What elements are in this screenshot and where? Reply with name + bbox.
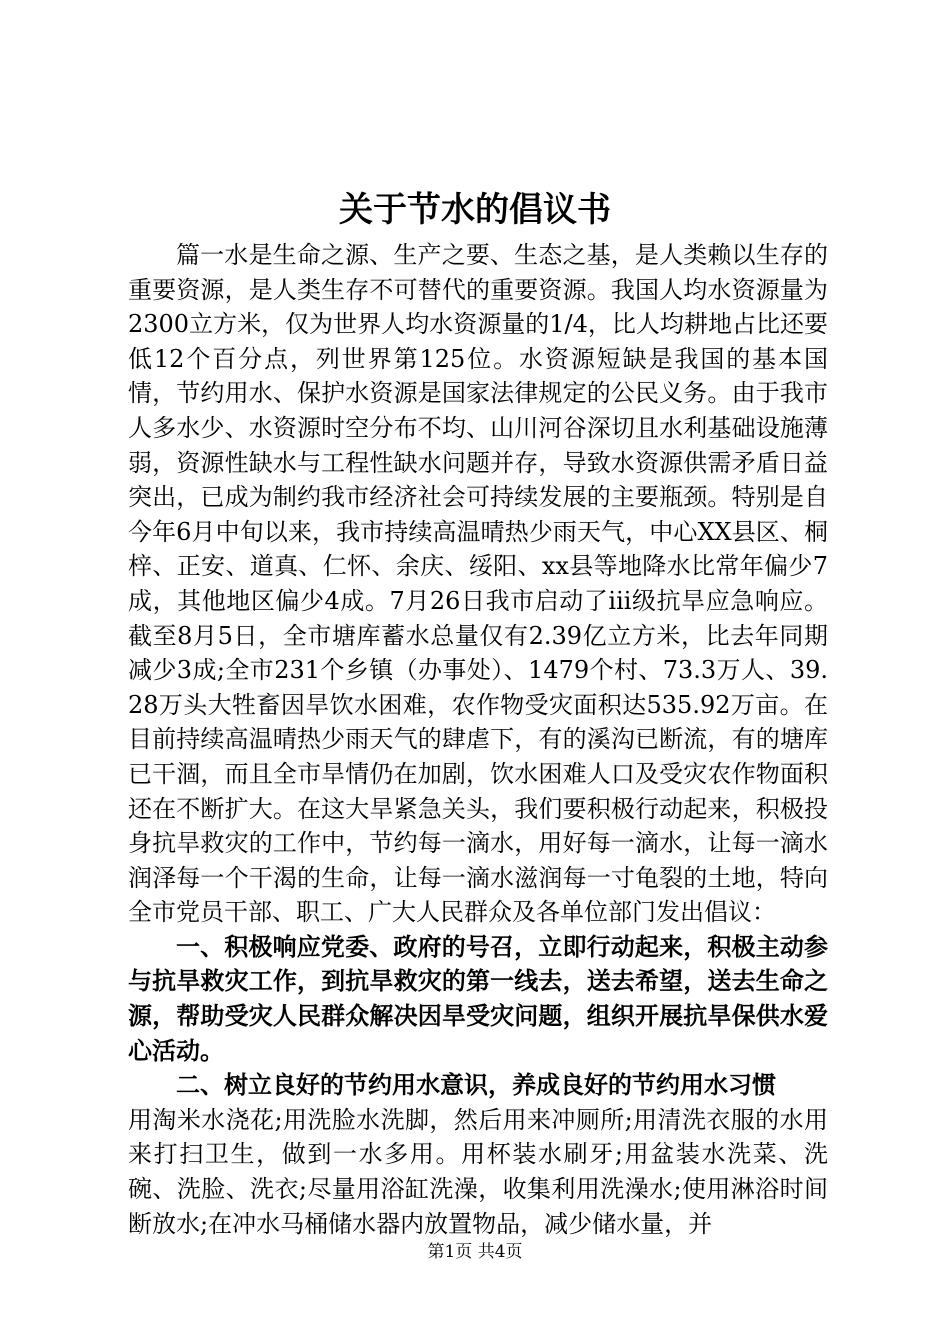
paragraph-intro: 篇一水是生命之源、生产之要、生态之基，是人类赖以生存的重要资源，是人类生存不可替代的重要资源。我国人均水资源量为2300立方米，仅为世界人均水资源量的1/4，比人均耕地占比还要低12个百分点，列世界第125位。水资源短缺是我国的基本国情，节约用水、保护水资源是国家法律规定的公民义务。由于我市人多水少、水资源时空分布不均、山川河谷深切且水利基础设施薄弱，资源性缺水与工程性缺水问题并存，导致水资源供需矛盾日益突出，已成为制约我市经济社会可持续发展的主要瓶颈。特别是自今年6月中旬以来，我市持续高温晴热少雨天气，中心XX县区、桐梓、正安、道真、仁怀、余庆、绥阳、xx县等地降水比常年偏少7成，其他地区偏少4成。7月26日我市启动了iii级抗旱应急响应。截至8月5日，全市塘库蓄水总量仅有2.39亿立方米，比去年同期减少3成;全市231个乡镇（办事处）、1479个村、73.3万人、39.28万头大牲畜因旱饮水困难，农作物受灾面积达535.92万亩。在目前持续高温晴热少雨天气的肆虐下，有的溪沟已断流，有的塘库已干涸，而且全市旱情仍在加剧，饮水困难人口及受灾农作物面积还在不断扩大。在这大旱紧急关头，我们要积极行动起来，积极投身抗旱救灾的工作中，节约每一滴水，用好每一滴水，让每一滴水润泽每一个干渴的生命，让每一滴水滋润每一寸龟裂的土地，特向全市党员干部、职工、广大人民群众及各单位部门发出倡议： <box>128 241 828 927</box>
page-footer: 第1页 共4页 <box>427 1242 523 1262</box>
paragraph-proposal-2-body: 用淘米水浇花;用洗脸水洗脚，然后用来冲厕所;用清洗衣服的水用来打扫卫生，做到一水多用。用杯装水刷牙;用盆装水洗菜、洗碗、洗脸、洗衣;尽量用浴缸洗澡，收集利用洗澡水;使用淋浴时间断放水;在冲水马桶储水器内放置物品，减少储水量，并 <box>128 1105 828 1238</box>
document-body <box>128 238 828 1241</box>
paragraph-proposal-1: 一、积极响应党委、政府的号召，立即行动起来，积极主动参与抗旱救灾工作，到抗旱救灾的第一线去，送去希望，送去生命之源，帮助受灾人民群众解决因旱受灾问题，组织开展抗旱保供水爱心活动。 <box>128 932 828 1065</box>
paragraph-proposal-2-heading: 二、树立良好的节约用水意识，养成良好的节约用水习惯 <box>176 1071 776 1100</box>
document-title: 关于节水的倡议书 <box>339 190 611 230</box>
